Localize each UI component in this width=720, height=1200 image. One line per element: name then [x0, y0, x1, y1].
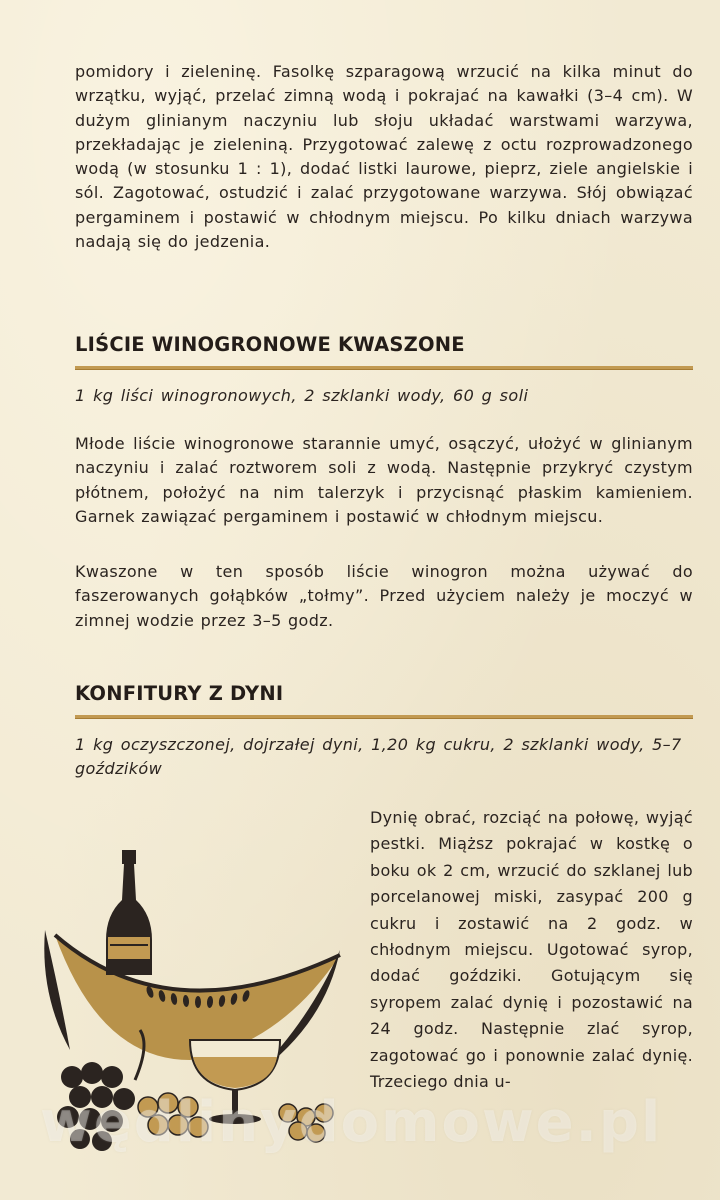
method-paragraph-pumpkin-preserves: Dynię obrać, rozciąć na połowę, wyjąć pestki. Miąższ pokrajać w kostkę o boku ok 2 cm, wrzucić do szklanej lub porcelanowej miski, zasypać 200 g cukru i zostawić na 2 godz. w chłodnym miejscu. Ugotować syrop, dodać goździki. Gotującym się syropem zalać dynię i pozostawić na 24 godz. Następnie zlać syrop, zagotować go i ponownie zalać dynię. Trzeciego dnia u-	[370, 808, 693, 1092]
recipe-title-pumpkin-preserves: KONFITURY Z DYNI	[75, 682, 284, 705]
intro-paragraph: pomidory i zieleninę. Fasolkę szparagową wrzucić na kilka minut do wrzątku, wyjąć, przelać zimną wodą i pokrajać na kawałki (3–4 cm). W dużym glinianym naczyniu lub słoju układać warstwami warzywa, przekładając je zieleniną. Przygotować zalewę z octu rozprowadzonego wodą (w stosunku 1 : 1), dodać listki laurowe, pieprz, ziele angielskie i sól. Zagotować, ostudzić i zalać przygotowane warzywa. Słój obwiązać pergaminem i postawić w chłodnym miejscu. Po kilku dniach warzywa nadają się do jedzenia.	[75, 62, 693, 252]
wine-bottle-illustration	[106, 850, 152, 975]
ingredients-pumpkin-preserves: 1 kg oczyszczonej, dojrzałej dyni, 1,20 kg cukru, 2 szklanki wody, 5–7 goździków	[75, 735, 682, 778]
ingredients-grape-leaves: 1 kg liści winogronowych, 2 szklanki wody, 60 g soli	[75, 386, 529, 405]
title-underline	[75, 715, 693, 719]
site-watermark: wędlinydomowe.pl	[40, 1090, 663, 1155]
title-underline	[75, 366, 693, 370]
method-paragraph-grape-leaves-1: Młode liście winogronowe starannie umyć, osączyć, ułożyć w glinianym naczyniu i zalać roztworem soli z wodą. Następnie przykryć czystym płótnem, położyć na nim talerzyk i przycisnąć płaskim kamieniem. Garnek zawiązać pergaminem i postawić w chłodnym miejscu.	[75, 434, 693, 526]
method-paragraph-grape-leaves-2: Kwaszone w ten sposób liście winogron można używać do faszerowanych gołąbków „tołmy”. Przed użyciem należy je moczyć w zimnej wodzie przez 3–5 godz.	[75, 562, 693, 630]
recipe-title-grape-leaves: LIŚCIE WINOGRONOWE KWASZONE	[75, 333, 465, 356]
